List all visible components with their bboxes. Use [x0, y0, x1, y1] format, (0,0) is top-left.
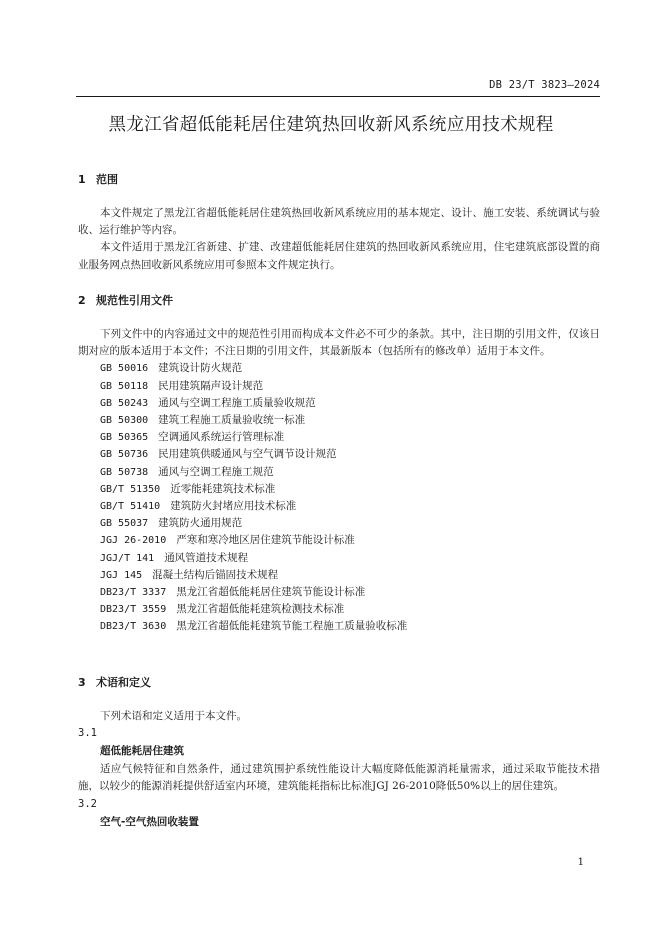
reference-item [78, 498, 600, 515]
reference-item [78, 360, 600, 377]
paragraph: 下列文件中的内容通过文中的规范性引用而构成本文件必不可少的条款。其中，注日期的引用文件，仅该日期对应的版本适用于本文件；不注日期的引用文件，其最新版本（包括所有的修改单）适用于本文件。 [78, 328, 600, 358]
section-number: 2 [78, 294, 86, 307]
reference-item [78, 378, 600, 395]
reference-title: 混凝土结构后锚固技术规程 [152, 568, 279, 581]
reference-code: GB 55037 [100, 518, 149, 530]
header-rule [76, 96, 600, 97]
reference-item [78, 412, 600, 429]
section-title: 范围 [96, 173, 118, 186]
standard-code: DB 23/T 3823—2024 [489, 79, 600, 91]
reference-item [78, 567, 600, 584]
reference-code: GB/T 51350 [100, 483, 161, 495]
reference-item [78, 532, 600, 549]
paragraph: 本文件适用于黑龙江省新建、扩建、改建超低能耗居住建筑的热回收新风系统应用，住宅建筑底部设置的商业服务网点热回收新风系统应用可参照本文件规定执行。 [78, 241, 600, 271]
reference-item [78, 429, 600, 446]
reference-item [78, 584, 600, 601]
reference-title: 黑龙江省超低能耗建筑检测技术标准 [176, 603, 345, 616]
reference-item [78, 481, 600, 498]
reference-code: GB 50738 [100, 466, 149, 478]
reference-item [78, 515, 600, 532]
reference-item [78, 601, 600, 618]
normative-body [78, 326, 600, 636]
reference-title: 建筑工程施工质量验收统一标准 [158, 414, 306, 427]
reference-code: JGJ/T 141 [100, 552, 155, 564]
term-number: 3.1 [78, 727, 97, 740]
reference-code: DB23/T 3559 [100, 604, 167, 616]
reference-code: GB 50300 [100, 415, 149, 427]
section-title: 术语和定义 [96, 676, 151, 689]
reference-title: 建筑防火通用规范 [158, 517, 243, 530]
reference-item [78, 550, 600, 567]
section-normative [78, 292, 600, 309]
paragraph: 本文件规定了黑龙江省超低能耗居住建筑热回收新风系统应用的基本规定、设计、施工安装、系统调试与验收、运行维护等内容。 [78, 207, 600, 237]
reference-title: 建筑防火封堵应用技术标准 [170, 500, 297, 513]
reference-code: JGJ 26-2010 [100, 535, 167, 547]
section-number: 1 [78, 173, 86, 186]
terms-body [78, 708, 600, 832]
reference-code: GB 50118 [100, 380, 149, 392]
section-scope [78, 171, 600, 188]
term-number: 3.2 [78, 797, 97, 810]
section-title: 规范性引用文件 [96, 294, 173, 307]
section-terms [78, 674, 600, 691]
reference-title: 民用建筑隔声设计规范 [158, 379, 264, 392]
reference-title: 建筑设计防火规范 [158, 362, 243, 375]
reference-title: 黑龙江省超低能耗建筑节能工程施工质量验收标准 [176, 620, 408, 633]
reference-title: 近零能耗建筑技术标准 [170, 482, 276, 495]
reference-title: 严寒和寒冷地区居住建筑节能设计标准 [176, 534, 355, 547]
term-title: 超低能耗居住建筑 [100, 745, 184, 758]
reference-code: GB 50736 [100, 449, 149, 461]
term-definition: 适应气候特征和自然条件，通过建筑围护系统性能设计大幅度降低能源消耗量需求，通过采取节能技术措施，以较少的能源消耗提供舒适室内环境，建筑能耗指标比标准JGJ 26-2010降低50%以上的居住建筑。 [78, 763, 600, 793]
reference-title: 通风管道技术规程 [164, 551, 249, 564]
reference-item [78, 395, 600, 412]
reference-title: 通风与空调工程施工质量验收规范 [158, 396, 316, 409]
reference-item [78, 618, 600, 635]
section-heading [78, 171, 600, 188]
paragraph: 下列术语和定义适用于本文件。 [100, 710, 247, 722]
reference-item [78, 464, 600, 481]
reference-title: 黑龙江省超低能耗居住建筑节能设计标准 [176, 586, 366, 599]
reference-list [78, 360, 600, 635]
section-heading [78, 674, 600, 691]
reference-code: GB 50016 [100, 363, 149, 375]
reference-item [78, 446, 600, 463]
reference-code: DB23/T 3630 [100, 621, 167, 633]
section-heading [78, 292, 600, 309]
term-title: 空气-空气热回收装置 [100, 815, 199, 828]
scope-body [78, 205, 600, 274]
reference-title: 通风与空调工程施工规范 [158, 465, 274, 478]
reference-title: 空调通风系统运行管理标准 [158, 431, 285, 444]
reference-title: 民用建筑供暖通风与空气调节设计规范 [158, 448, 337, 461]
reference-code: GB 50243 [100, 397, 149, 409]
reference-code: GB 50365 [100, 432, 149, 444]
reference-code: JGJ 145 [100, 569, 143, 581]
reference-code: GB/T 51410 [100, 501, 161, 513]
reference-code: DB23/T 3337 [100, 587, 167, 599]
page-number: 1 [577, 857, 584, 868]
section-number: 3 [78, 676, 86, 689]
document-title: 黑龙江省超低能耗居住建筑热回收新风系统应用技术规程 [108, 115, 554, 135]
